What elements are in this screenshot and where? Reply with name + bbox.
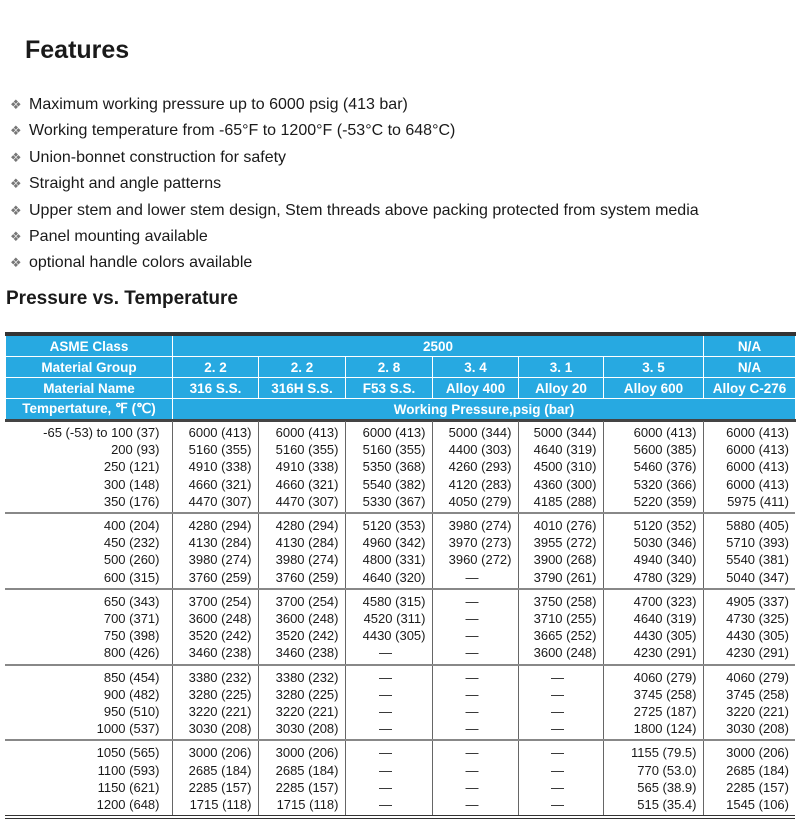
cell-value: 4185 (288) (533, 493, 597, 509)
cell-value: — (379, 797, 392, 813)
cell-value: -65 (-53) to 100 (37) (43, 425, 160, 440)
header-cell: ASME Class (6, 334, 173, 357)
cell-value: — (465, 779, 479, 795)
cell-value: 4960 (342) (362, 535, 426, 551)
pressure-table-body (5, 421, 795, 819)
row-group (5, 589, 795, 665)
cell-value: — (379, 704, 392, 720)
pressure-cell (172, 665, 258, 741)
cell-value: 3760 (259) (275, 569, 339, 585)
cell-value: 800 (426) (103, 645, 160, 661)
cell-value: 5120 (352) (633, 518, 697, 534)
cell-value: 3280 (225) (275, 686, 339, 702)
cell-value: 500 (260) (103, 552, 160, 568)
cell-value: 4120 (283) (448, 476, 512, 492)
cell-value: — (551, 704, 564, 720)
cell-value: 5330 (367) (362, 493, 426, 509)
pressure-cell (345, 589, 432, 665)
cell-value: 3900 (268) (533, 552, 597, 568)
pressure-cell (703, 665, 795, 741)
feature-item: ❖ Maximum working pressure up to 6000 psig (413 bar) (10, 92, 699, 118)
cell-value: 5030 (346) (633, 535, 697, 551)
cell-value: 200 (93) (111, 442, 160, 458)
diamond-bullet-icon: ❖ (10, 202, 22, 218)
diamond-bullet-icon: ❖ (10, 176, 22, 192)
header-cell: 3. 1 (519, 357, 604, 378)
cell-value: 3600 (248) (275, 611, 339, 627)
pressure-cell (603, 421, 703, 513)
pressure-cell (518, 740, 603, 817)
cell-value: 850 (454) (103, 669, 160, 685)
cell-value: 950 (510) (103, 704, 160, 720)
cell-value: 6000 (413) (362, 425, 426, 440)
feature-item: ❖ Upper stem and lower stem design, Stem threads above packing protected from system media (10, 198, 699, 224)
cell-value: 750 (398) (103, 628, 160, 644)
pressure-cell (518, 513, 603, 589)
feature-item: ❖ optional handle colors available (10, 250, 699, 276)
header-cell: 316 S.S. (173, 378, 259, 399)
diamond-bullet-icon: ❖ (10, 229, 22, 245)
header-cell: 2. 8 (346, 357, 433, 378)
cell-value: 2285 (157) (188, 779, 252, 795)
features-title: Features (25, 36, 130, 64)
cell-value: 2685 (184) (188, 762, 252, 778)
cell-value: 3790 (261) (533, 569, 597, 585)
cell-value: 4640 (319) (533, 442, 597, 458)
cell-value: 4230 (291) (633, 645, 697, 661)
pressure-temperature-table (5, 332, 796, 422)
cell-value: 1800 (124) (633, 721, 697, 737)
pressure-cell (258, 665, 345, 741)
cell-value: 3700 (254) (275, 593, 339, 609)
cell-value: — (465, 797, 479, 813)
cell-value: 3460 (238) (275, 645, 339, 661)
cell-value: 3220 (221) (188, 704, 252, 720)
header-cell: N/A (704, 357, 796, 378)
pressure-cell (172, 421, 258, 513)
cell-value: 4360 (300) (533, 476, 597, 492)
asme-class-row (6, 334, 796, 357)
pressure-cell (258, 740, 345, 817)
material-group-row (6, 357, 796, 378)
pressure-cell (172, 740, 258, 817)
diamond-bullet-icon: ❖ (10, 255, 22, 271)
temperature-cell (5, 421, 172, 513)
cell-value: — (379, 779, 392, 795)
cell-value: 3745 (258) (633, 686, 697, 702)
cell-value: 6000 (413) (726, 459, 789, 475)
cell-value: 515 (35.4) (637, 797, 697, 813)
cell-value: 3760 (259) (188, 569, 252, 585)
cell-value: 6000 (413) (726, 476, 789, 492)
cell-value: 1200 (648) (96, 797, 160, 813)
cell-value: 300 (148) (103, 476, 160, 492)
cell-value: 4050 (279) (448, 493, 512, 509)
cell-value: 4010 (276) (533, 518, 597, 534)
header-cell: 3. 4 (433, 357, 519, 378)
cell-value: 4640 (319) (633, 611, 697, 627)
pressure-cell (258, 421, 345, 513)
cell-value: 2725 (187) (633, 704, 697, 720)
pressure-cell (703, 513, 795, 589)
cell-value: 2685 (184) (275, 762, 339, 778)
pressure-cell (345, 513, 432, 589)
cell-value: 6000 (413) (726, 425, 789, 440)
cell-value: 3970 (273) (448, 535, 512, 551)
cell-value: 3000 (206) (726, 745, 789, 761)
cell-value: 4660 (321) (188, 476, 252, 492)
row-group (5, 513, 795, 589)
cell-value: 4500 (310) (533, 459, 597, 475)
cell-value: — (551, 669, 564, 685)
cell-value: 3220 (221) (275, 704, 339, 720)
cell-value: 5220 (359) (633, 493, 697, 509)
cell-value: 5350 (368) (362, 459, 426, 475)
cell-value: — (551, 745, 564, 761)
cell-value: 4640 (320) (362, 569, 426, 585)
temperature-cell (5, 665, 172, 741)
cell-value: 3380 (232) (188, 669, 252, 685)
cell-value: 6000 (413) (275, 425, 339, 440)
cell-value: 3745 (258) (726, 686, 789, 702)
pressure-cell (603, 589, 703, 665)
cell-value: 4280 (294) (275, 518, 339, 534)
cell-value: 3000 (206) (275, 745, 339, 761)
cell-value: — (379, 762, 392, 778)
cell-value: — (551, 686, 564, 702)
cell-value: — (551, 797, 564, 813)
features-list (10, 92, 699, 277)
header-cell: 2500 (173, 334, 704, 357)
cell-value: 4520 (311) (363, 611, 426, 627)
header-cell: Alloy 600 (604, 378, 704, 399)
feature-item: ❖ Straight and angle patterns (10, 171, 699, 197)
cell-value: 3220 (221) (726, 704, 789, 720)
cell-value: 4700 (323) (633, 593, 697, 609)
pressure-cell (172, 513, 258, 589)
diamond-bullet-icon: ❖ (10, 123, 22, 139)
header-cell: 3. 5 (604, 357, 704, 378)
cell-value: 3955 (272) (533, 535, 597, 551)
pressure-cell (703, 740, 795, 817)
header-cell: F53 S.S. (346, 378, 433, 399)
cell-value: 3980 (274) (275, 552, 339, 568)
cell-value: 3980 (274) (188, 552, 252, 568)
pressure-cell (258, 513, 345, 589)
pressure-cell (432, 740, 518, 817)
cell-value: 5320 (366) (633, 476, 697, 492)
cell-value: — (465, 704, 479, 720)
temperature-cell (5, 513, 172, 589)
cell-value: 3280 (225) (188, 686, 252, 702)
cell-value: 5460 (376) (633, 459, 697, 475)
cell-value: — (465, 745, 479, 761)
cell-value: 1000 (537) (96, 721, 160, 737)
cell-value: 400 (204) (103, 518, 160, 534)
header-cell: 2. 2 (173, 357, 259, 378)
cell-value: 3600 (248) (533, 645, 597, 661)
pressure-cell (172, 589, 258, 665)
cell-value: — (465, 721, 479, 737)
cell-value: 5975 (411) (727, 493, 789, 509)
cell-value: 4280 (294) (188, 518, 252, 534)
cell-value: — (465, 569, 479, 585)
cell-value: — (379, 645, 392, 661)
cell-value: 700 (371) (103, 611, 160, 627)
row-group (5, 740, 795, 817)
cell-value: 4130 (284) (275, 535, 339, 551)
cell-value: 1155 (79.5) (630, 745, 697, 761)
cell-value: 5710 (393) (726, 535, 789, 551)
cell-value: 565 (38.9) (637, 779, 697, 795)
cell-value: — (551, 721, 564, 737)
temperature-row (6, 399, 796, 421)
cell-value: 4430 (305) (726, 628, 789, 644)
cell-value: 4730 (325) (726, 611, 789, 627)
temperature-cell (5, 740, 172, 817)
header-cell: N/A (704, 334, 796, 357)
cell-value: 4400 (303) (448, 442, 512, 458)
cell-value: 3960 (272) (448, 552, 512, 568)
cell-value: 4580 (315) (362, 593, 426, 609)
cell-value: 4910 (338) (188, 459, 252, 475)
feature-item: ❖ Working temperature from -65°F to 1200°F (-53°C to 648°C) (10, 118, 699, 144)
row-group (5, 665, 795, 741)
cell-value: 3030 (208) (726, 721, 789, 737)
cell-value: 4800 (331) (362, 552, 426, 568)
cell-value: 3600 (248) (188, 611, 252, 627)
feature-item: ❖ Panel mounting available (10, 224, 699, 250)
cell-value: 5000 (344) (448, 425, 512, 440)
cell-value: 600 (315) (103, 569, 160, 585)
cell-value: 3710 (255) (533, 611, 597, 627)
cell-value: — (465, 593, 479, 609)
header-cell: Alloy 400 (433, 378, 519, 399)
cell-value: 450 (232) (103, 535, 160, 551)
cell-value: 4060 (279) (633, 669, 697, 685)
cell-value: 3980 (274) (448, 518, 512, 534)
pressure-cell (703, 589, 795, 665)
diamond-bullet-icon: ❖ (10, 149, 22, 165)
cell-value: 2285 (157) (275, 779, 339, 795)
cell-value: 2285 (157) (726, 779, 789, 795)
cell-value: 4660 (321) (275, 476, 339, 492)
cell-value: 5540 (381) (726, 552, 789, 568)
cell-value: 350 (176) (103, 493, 160, 509)
cell-value: 3460 (238) (188, 645, 252, 661)
header-cell: Material Group (6, 357, 173, 378)
cell-value: 5600 (385) (633, 442, 697, 458)
pressure-cell (432, 665, 518, 741)
cell-value: — (465, 762, 479, 778)
cell-value: 4470 (307) (275, 493, 339, 509)
cell-value: 1050 (565) (96, 745, 160, 761)
cell-value: 4430 (305) (633, 628, 697, 644)
cell-value: 6000 (413) (726, 442, 789, 458)
cell-value: 3750 (258) (533, 593, 597, 609)
cell-value: — (465, 628, 479, 644)
cell-value: 5160 (355) (188, 442, 252, 458)
cell-value: 4430 (305) (362, 628, 426, 644)
cell-value: 3520 (242) (188, 628, 252, 644)
cell-value: 3380 (232) (275, 669, 339, 685)
cell-value: — (551, 779, 564, 795)
cell-value: 3520 (242) (275, 628, 339, 644)
cell-value: 4060 (279) (726, 669, 789, 685)
cell-value: 5160 (355) (275, 442, 339, 458)
cell-value: 5540 (382) (362, 476, 426, 492)
cell-value: — (465, 611, 479, 627)
pressure-cell (518, 665, 603, 741)
cell-value: 1150 (621) (97, 779, 160, 795)
cell-value: 3665 (252) (533, 628, 597, 644)
pressure-cell (432, 421, 518, 513)
pressure-cell (518, 589, 603, 665)
cell-value: 4940 (340) (633, 552, 697, 568)
temperature-cell (5, 589, 172, 665)
cell-value: — (379, 686, 392, 702)
cell-value: 1715 (118) (189, 797, 252, 813)
cell-value: 5160 (355) (362, 442, 426, 458)
cell-value: 4130 (284) (188, 535, 252, 551)
cell-value: 1715 (118) (276, 797, 339, 813)
row-group (5, 421, 795, 513)
pressure-cell (345, 665, 432, 741)
header-cell: 316H S.S. (259, 378, 346, 399)
cell-value: 4780 (329) (633, 569, 697, 585)
header-cell: Material Name (6, 378, 173, 399)
cell-value: 5000 (344) (533, 425, 597, 440)
feature-item: ❖ Union-bonnet construction for safety (10, 145, 699, 171)
cell-value: 900 (482) (103, 686, 160, 702)
cell-value: 6000 (413) (188, 425, 252, 440)
header-cell: 2. 2 (259, 357, 346, 378)
cell-value: 2685 (184) (726, 762, 789, 778)
section-title: Pressure vs. Temperature (6, 288, 238, 309)
cell-value: 1545 (106) (726, 797, 789, 813)
cell-value: 4910 (338) (275, 459, 339, 475)
header-cell: Alloy 20 (519, 378, 604, 399)
pressure-cell (432, 513, 518, 589)
pressure-cell (518, 421, 603, 513)
header-cell: Alloy C-276 (704, 378, 796, 399)
cell-value: — (551, 762, 564, 778)
cell-value: 3030 (208) (188, 721, 252, 737)
pressure-cell (258, 589, 345, 665)
cell-value: 4230 (291) (726, 645, 789, 661)
pressure-cell (603, 665, 703, 741)
cell-value: — (379, 745, 392, 761)
cell-value: 650 (343) (103, 593, 160, 609)
cell-value: 3700 (254) (188, 593, 252, 609)
cell-value: 6000 (413) (633, 425, 697, 440)
cell-value: 250 (121) (103, 459, 160, 475)
pressure-cell (603, 513, 703, 589)
cell-value: 4470 (307) (188, 493, 252, 509)
cell-value: — (379, 721, 392, 737)
cell-value: 4905 (337) (726, 593, 789, 609)
cell-value: 3000 (206) (188, 745, 252, 761)
cell-value: 5120 (353) (362, 518, 426, 534)
cell-value: — (379, 669, 392, 685)
cell-value: 3030 (208) (275, 721, 339, 737)
pressure-cell (432, 589, 518, 665)
cell-value: — (465, 686, 479, 702)
cell-value: 770 (53.0) (637, 762, 697, 778)
header-cell: Tempertature, ℉ (℃) (6, 399, 173, 421)
pressure-cell (603, 740, 703, 817)
cell-value: — (465, 645, 479, 661)
pressure-cell (703, 421, 795, 513)
cell-value: 5880 (405) (726, 518, 789, 534)
cell-value: 4260 (293) (448, 459, 512, 475)
header-cell: Working Pressure,psig (bar) (173, 399, 796, 421)
cell-value: 5040 (347) (726, 569, 789, 585)
material-name-row (6, 378, 796, 399)
cell-value: — (465, 669, 479, 685)
pressure-cell (345, 421, 432, 513)
diamond-bullet-icon: ❖ (10, 97, 22, 112)
pressure-cell (345, 740, 432, 817)
cell-value: 1100 (593) (97, 762, 160, 778)
